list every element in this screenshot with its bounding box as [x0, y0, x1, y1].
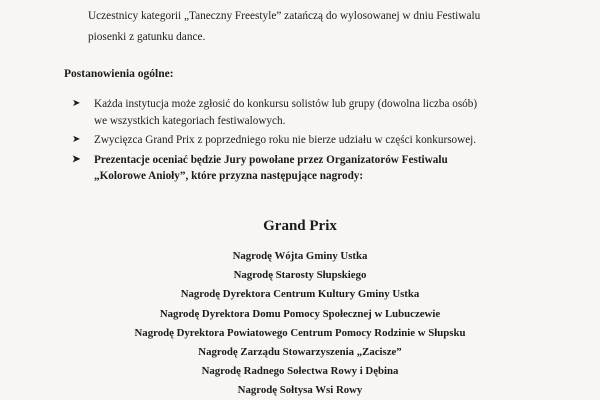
- arrowhead-bullet-icon: ➤: [72, 153, 81, 165]
- intro-line-2: piosenki z gatunku dance.: [88, 31, 206, 43]
- section-heading: Postanowienia ogólne:: [64, 68, 174, 80]
- prize-item: Nagrodę Radnego Sołectwa Rowy i Dębina: [201, 365, 399, 378]
- prize-item: Nagrodę Dyrektora Centrum Kultury Gminy Ustka: [180, 288, 420, 301]
- prize-item: Nagrodę Zarządu Stowarzyszenia „Zacisze”: [198, 345, 402, 358]
- prize-item: Nagrodę Starosty Słupskiego: [233, 269, 367, 282]
- list-item: [70, 96, 540, 129]
- bullet-line-1: Prezentacje oceniać będzie Jury powołane przez Organizatorów Festiwalu: [94, 153, 448, 166]
- bullet-line-2: „Kolorowe Anioły”, które przyzna następujące nagrody:: [94, 170, 364, 182]
- prize-item: Nagrodę Sołtysa Wsi Rowy: [237, 384, 363, 397]
- list-item: [70, 152, 540, 185]
- list-item: [70, 132, 540, 149]
- arrowhead-bullet-icon: ➤: [72, 98, 81, 109]
- intro-paragraph: [88, 6, 558, 48]
- prize-item: Nagrodę Wójta Gminy Ustka: [232, 250, 368, 262]
- prize-item: Nagrodę Dyrektora Domu Pomocy Społecznej w Lubuczewie: [159, 307, 441, 320]
- prize-heading: Grand Prix: [263, 218, 337, 234]
- intro-line-1: Uczestnicy kategorii „Taneczny Freestyle” zatańczą do wylosowanej w dniu Festiwalu: [88, 10, 481, 22]
- general-provisions-list: [70, 96, 540, 188]
- prize-item: Nagrodę Dyrektora Powiatowego Centrum Pomocy Rodzinie w Słupsku: [134, 326, 466, 339]
- arrowhead-bullet-icon: ➤: [72, 134, 81, 145]
- bullet-line-2: we wszystkich kategoriach festiwalowych.: [94, 114, 286, 127]
- prizes-list: [0, 247, 600, 400]
- bullet-line-1: Zwycięzca Grand Prix z poprzedniego roku nie bierze udziału w części konkursowej.: [94, 134, 477, 146]
- bullet-line-1: Każda instytucja może zgłosić do konkursu solistów lub grupy (dowolna liczba osób): [94, 98, 478, 110]
